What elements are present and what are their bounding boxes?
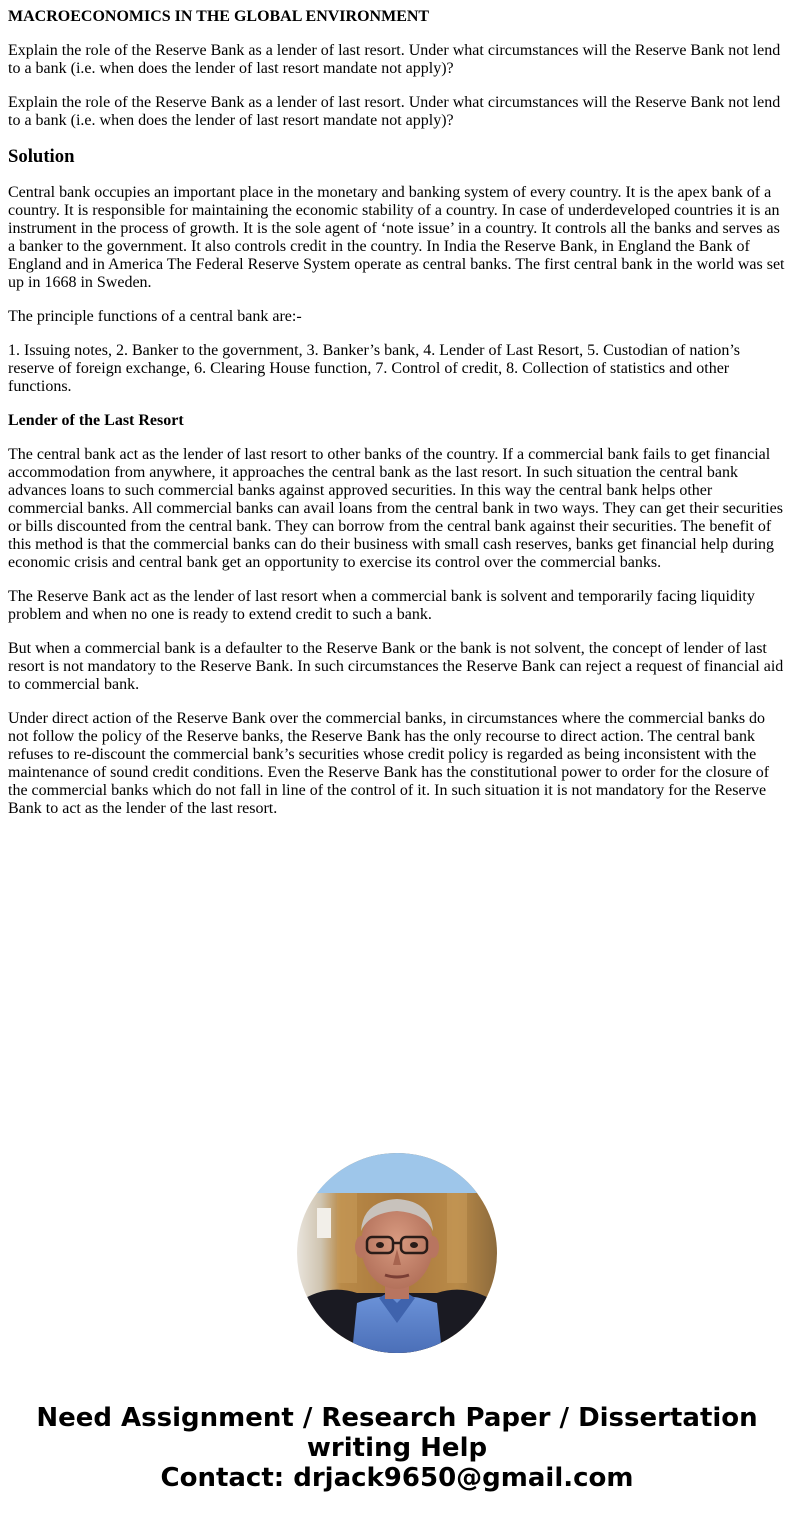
solution-paragraph-defaulter: But when a commercial bank is a defaulter to the Reserve Bank or the bank is not solvent, the concept of lender of last resort is not mandatory to the Reserve Bank. In such circumstances the Reserve Bank can reject a request of financial aid to commercial bank. xyxy=(8,640,784,693)
solution-paragraph-lender-role: The central bank act as the lender of last resort to other banks of the country. If a commercial bank fails to get financial accommodation from anywhere, it approaches the central bank as the last resort. In such situation the central bank advances loans to such commercial banks against approved securities. In this way the central bank helps other commercial banks. All commercial banks can avail loans from the central bank in two ways. They can get their securities or bills discounted from the central bank. They can borrow from the central bank against their securities. The benefit of this method is that the commercial banks can do their business with small cash reserves, banks get financial help during economic crisis and central bank get an opportunity to exercise its control over the commercial banks. xyxy=(8,446,783,571)
author-avatar xyxy=(297,1153,497,1353)
question-text: Explain the role of the Reserve Bank as a lender of last resort. Under what circumstances will the Reserve Bank not lend to a bank (i.e. when does the lender of last resort mandate not apply)? xyxy=(8,42,781,77)
promo-line-1: Need Assignment / Research Paper / Dissertation xyxy=(36,1403,758,1433)
lender-of-last-resort-heading: Lender of the Last Resort xyxy=(8,412,184,429)
solution-paragraph-functions-list: 1. Issuing notes, 2. Banker to the government, 3. Banker’s bank, 4. Lender of Last Resort, 5. Custodian of nation’s reserve of foreign exchange, 6. Clearing House function, 7. Control of credit, 8. Collection of statistics and other functions. xyxy=(8,342,741,395)
promo-banner xyxy=(0,1403,794,1493)
question-text-repeat: Explain the role of the Reserve Bank as a lender of last resort. Under what circumstances will the Reserve Bank not lend to a bank (i.e. when does the lender of last resort mandate not apply)? xyxy=(8,94,781,129)
solution-paragraph-functions-intro: The principle functions of a central bank are:- xyxy=(8,308,302,325)
solution-paragraph-intro: Central bank occupies an important place in the monetary and banking system of every country. It is the apex bank of a country. It is responsible for maintaining the economic stability of a country. In case of underdeveloped countries it is an instrument in the process of growth. It is the sole agent of ‘note issue’ in a country. It controls all the banks and serves as a banker to the government. It also controls credit in the country. In India the Reserve Bank, in England the Bank of England and in America The Federal Reserve System operate as central banks. The first central bank in the world was set up in 1668 in Sweden. xyxy=(8,184,785,291)
promo-line-2: writing Help xyxy=(306,1433,488,1463)
solution-heading: Solution xyxy=(8,146,75,167)
article xyxy=(8,8,786,834)
solution-paragraph-solvent: The Reserve Bank act as the lender of last resort when a commercial bank is solvent and temporarily facing liquidity problem and when no one is ready to extend credit to such a bank. xyxy=(8,588,755,623)
solution-paragraph-direct-action: Under direct action of the Reserve Bank over the commercial banks, in circumstances where the commercial banks do not follow the policy of the Reserve banks, the Reserve Bank has the only recourse to direct action. The central bank refuses to re-discount the commercial bank’s securities whose credit policy is regarded as being inconsistent with the maintenance of sound credit conditions. Even the Reserve Bank has the constitutional power to order for the closure of the commercial banks which do not fall in line of the control of it. In such situation it is not mandatory for the Reserve Bank to act as the lender of the last resort. xyxy=(8,710,770,817)
promo-contact: Contact: drjack9650@gmail.com xyxy=(160,1463,634,1493)
document-title: MACROECONOMICS IN THE GLOBAL ENVIRONMENT xyxy=(8,8,430,25)
author-photo xyxy=(297,1153,497,1353)
